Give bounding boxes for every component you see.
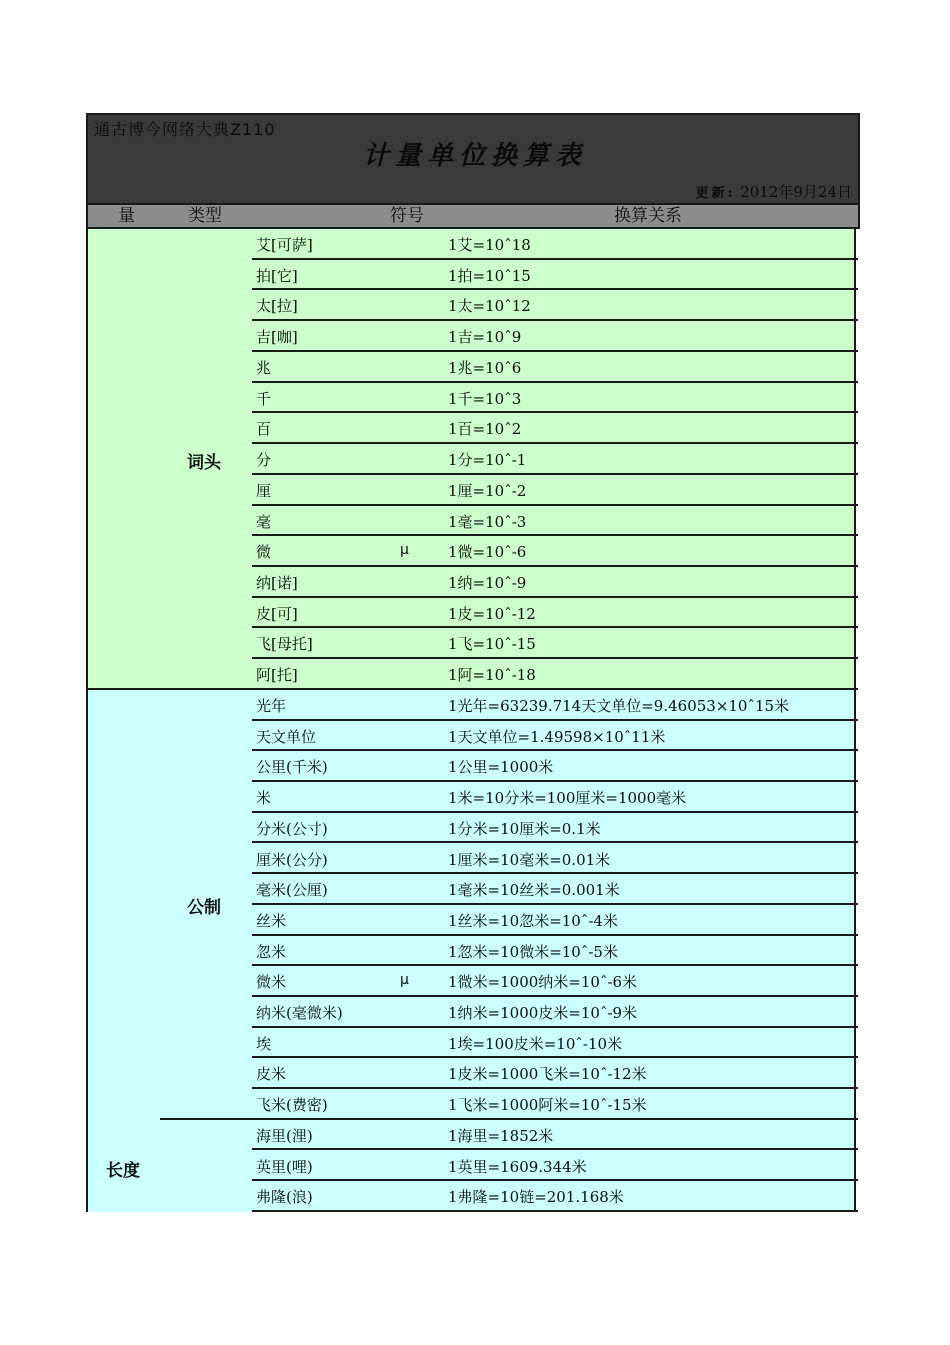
unit-symbol: μ	[400, 972, 409, 989]
column-header-symbol: 符号	[390, 206, 424, 226]
updated-label: 更新:	[695, 186, 736, 201]
length-section	[86, 690, 856, 1212]
unit-name: 天文单位	[256, 727, 317, 746]
group-divider	[160, 1118, 252, 1120]
conversion-relation: 1天文单位=1.49598×10ˆ11米	[448, 727, 666, 746]
table-row	[252, 444, 858, 475]
conversion-relation: 1百=10ˆ2	[448, 420, 522, 439]
table-row	[252, 598, 858, 629]
table-row	[252, 352, 858, 383]
conversion-relation: 1太=10ˆ12	[448, 297, 531, 316]
conversion-relation: 1飞=10ˆ-15	[448, 635, 536, 654]
unit-name: 丝米	[256, 911, 287, 930]
conversion-relation: 1海里=1852米	[448, 1126, 554, 1145]
conversion-relation: 1埃=100皮米=10ˆ-10米	[448, 1034, 623, 1053]
table-row	[252, 290, 858, 321]
unit-name: 分	[256, 451, 272, 470]
table-row	[252, 997, 858, 1028]
column-header-quantity: 量	[118, 206, 135, 226]
table-row	[252, 229, 858, 260]
unit-name: 百	[256, 420, 272, 439]
table-row	[252, 813, 858, 844]
conversion-relation: 1吉=10ˆ9	[448, 328, 522, 347]
conversion-relation: 1拍=10ˆ15	[448, 266, 531, 285]
table-row	[252, 260, 858, 291]
unit-name: 光年	[256, 697, 287, 715]
unit-name: 微米	[256, 973, 287, 992]
table-row	[252, 721, 858, 752]
unit-name: 飞[母托]	[256, 635, 313, 654]
conversion-relation: 1公里=1000米	[448, 758, 554, 777]
table-row	[252, 1120, 858, 1151]
unit-name: 微	[256, 543, 272, 562]
unit-name: 拍[它]	[256, 266, 298, 285]
conversion-relation: 1毫=10ˆ-3	[448, 512, 527, 531]
table-row	[252, 475, 858, 506]
prefix-section	[86, 229, 856, 690]
conversion-relation: 1微米=1000纳米=10ˆ-6米	[448, 973, 638, 992]
unit-name: 毫米(公厘)	[256, 881, 328, 900]
conversion-relation: 1皮=10ˆ-12	[448, 604, 536, 623]
unit-name: 海里(浬)	[256, 1126, 313, 1145]
table-row	[252, 936, 858, 967]
unit-symbol: μ	[400, 542, 409, 559]
table-row	[252, 1151, 858, 1182]
sheet-header	[86, 113, 860, 205]
table-row	[252, 1028, 858, 1059]
group-label-prefix: 词头	[187, 453, 221, 473]
unit-name: 米	[256, 789, 272, 808]
table-row	[252, 966, 858, 997]
conversion-relation: 1纳米=1000皮米=10ˆ-9米	[448, 1004, 638, 1022]
table-row	[252, 536, 858, 567]
table-row	[252, 567, 858, 598]
table-row	[252, 628, 858, 659]
unit-name: 太[拉]	[256, 297, 298, 316]
unit-name: 忽米	[256, 942, 287, 961]
table-row	[252, 874, 858, 905]
column-header-relation: 换算关系	[614, 206, 682, 226]
unit-name: 艾[可萨]	[256, 236, 313, 254]
table-row	[252, 383, 858, 414]
conversion-relation: 1飞米=1000阿米=10ˆ-15米	[448, 1096, 647, 1115]
conversion-relation: 1分米=10厘米=0.1米	[448, 819, 601, 838]
column-header-type: 类型	[188, 206, 222, 226]
conversion-relation: 1厘=10ˆ-2	[448, 481, 527, 500]
table-row	[252, 782, 858, 813]
table-row	[252, 321, 858, 352]
conversion-relation: 1微=10ˆ-6	[448, 543, 527, 562]
group-label-metric: 公制	[187, 898, 221, 918]
conversion-relation: 1毫米=10丝米=0.001米	[448, 881, 620, 900]
conversion-relation: 1阿=10ˆ-18	[448, 666, 536, 685]
conversion-relation: 1千=10ˆ3	[448, 389, 522, 408]
conversion-relation: 1丝米=10忽米=10ˆ-4米	[448, 911, 618, 930]
conversion-relation: 1分=10ˆ-1	[448, 451, 527, 470]
unit-name: 厘	[256, 481, 272, 500]
unit-name: 厘米(公分)	[256, 850, 328, 869]
conversion-relation: 1皮米=1000飞米=10ˆ-12米	[448, 1065, 647, 1084]
table-row	[252, 1058, 858, 1089]
table-row	[252, 751, 858, 782]
page-title: 计量单位换算表	[362, 141, 587, 171]
unit-name: 英里(哩)	[256, 1157, 313, 1176]
unit-name: 弗隆(浪)	[256, 1188, 313, 1207]
table-row	[252, 506, 858, 537]
unit-name: 分米(公寸)	[256, 819, 328, 838]
unit-name: 埃	[256, 1034, 272, 1053]
unit-name: 飞米(费密)	[256, 1096, 328, 1115]
conversion-relation: 1英里=1609.344米	[448, 1157, 587, 1176]
unit-name: 纳米(毫微米)	[256, 1004, 343, 1022]
conversion-relation: 1光年=63239.714天文单位=9.46053×10ˆ15米	[448, 697, 790, 715]
conversion-relation: 1弗隆=10链=201.168米	[448, 1188, 624, 1207]
unit-name: 皮米	[256, 1065, 287, 1084]
unit-name: 皮[可]	[256, 604, 298, 623]
updated-date: 2012年9月24日	[740, 183, 852, 201]
table-row	[252, 1089, 858, 1120]
conversion-relation: 1艾=10ˆ18	[448, 236, 531, 254]
brand-text: 通古博今网络大典Z110	[94, 120, 276, 139]
table-row	[252, 1181, 858, 1212]
unit-name: 阿[托]	[256, 666, 298, 685]
group-label-length: 长度	[106, 1161, 140, 1181]
conversion-relation: 1米=10分米=100厘米=1000毫米	[448, 789, 687, 808]
table-row	[252, 413, 858, 444]
unit-name: 吉[咖]	[256, 328, 298, 347]
table-row	[252, 844, 858, 875]
unit-name: 毫	[256, 512, 272, 531]
conversion-relation: 1厘米=10毫米=0.01米	[448, 850, 611, 869]
conversion-relation: 1忽米=10微米=10ˆ-5米	[448, 942, 618, 961]
unit-name: 千	[256, 389, 272, 408]
table-row	[252, 659, 858, 690]
conversion-relation: 1纳=10ˆ-9	[448, 574, 527, 593]
unit-name: 兆	[256, 358, 272, 377]
table-row	[252, 905, 858, 936]
conversion-relation: 1兆=10ˆ6	[448, 358, 522, 377]
column-header-bar	[86, 205, 860, 229]
unit-name: 公里(千米)	[256, 758, 328, 777]
unit-name: 纳[诺]	[256, 574, 298, 593]
updated-line	[696, 181, 852, 202]
table-row	[252, 690, 858, 721]
